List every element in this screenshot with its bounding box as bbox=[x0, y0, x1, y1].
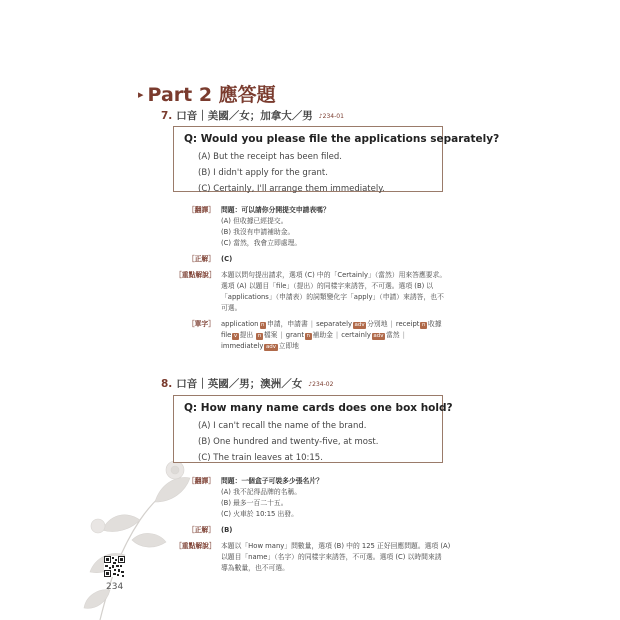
part-of-speech-tag: n bbox=[257, 332, 262, 339]
vocab-word: application bbox=[221, 320, 259, 328]
explanation-line: 選項 (A) 以題目「file」（提出）的同樣字來誘答，不可選。選項 (B) 以 bbox=[221, 282, 434, 290]
triangle-marker-icon: ▸ bbox=[138, 88, 144, 101]
audio-track: ♪234-01 bbox=[318, 113, 344, 120]
translation-line: (A) 但收據已經提交。 bbox=[221, 217, 288, 225]
option-b: (B) I didn't apply for the grant. bbox=[198, 168, 328, 178]
vocab-word: receipt bbox=[395, 320, 420, 328]
vocab-line bbox=[221, 341, 491, 352]
answer-row bbox=[175, 254, 491, 265]
answer-label: ［正解］ bbox=[187, 526, 215, 534]
vocab-meaning: 收據 bbox=[427, 320, 442, 328]
question-text: Q: How many name cards does one box hold? bbox=[184, 402, 453, 414]
answer-label: ［正解］ bbox=[187, 255, 215, 263]
translation-label: ［翻譯］ bbox=[187, 477, 215, 485]
part-of-speech-tag: adv bbox=[373, 332, 384, 339]
part-of-speech-tag: n bbox=[306, 332, 311, 339]
key-explanation-row bbox=[175, 270, 491, 314]
part-of-speech-tag: adv bbox=[265, 343, 277, 350]
vocabulary-label: ［單字］ bbox=[187, 320, 215, 328]
key-explanation-row bbox=[175, 541, 491, 574]
option-c: (C) The train leaves at 10:15. bbox=[198, 453, 323, 463]
answer-value: (B) bbox=[221, 526, 233, 534]
audio-track: ♪234-02 bbox=[308, 381, 334, 388]
vocab-meaning: 補助金 bbox=[312, 331, 333, 339]
question-8-header bbox=[161, 376, 333, 391]
qr-code-icon bbox=[104, 556, 125, 577]
option-a: (A) But the receipt has been filed. bbox=[198, 152, 342, 162]
section-title-text: Part 2 應答題 bbox=[147, 84, 276, 106]
accent-info: 口音｜英國／男；澳洲／女 bbox=[176, 378, 303, 390]
explanation-line: 本題以「How many」問數量，選項 (B) 中的 125 正好回應問題。選項 (A) bbox=[221, 542, 451, 550]
explanation-line: 以題目「name」（名字）的同樣字來誘答，不可選。選項 (C) 以時間來誘 bbox=[221, 553, 442, 561]
part-of-speech-tag: n bbox=[261, 321, 265, 328]
option-b: (B) One hundred and twenty-five, at most. bbox=[198, 437, 379, 447]
translation-line: (C) 火車於 10:15 出發。 bbox=[221, 510, 298, 518]
vocab-word: file bbox=[221, 331, 232, 339]
part-of-speech-tag: v bbox=[233, 332, 238, 339]
section-title bbox=[138, 80, 276, 107]
key-explanation-label: ［重點解說］ bbox=[175, 542, 216, 550]
vocab-meaning: 當然 bbox=[386, 331, 400, 339]
translation-label: ［翻譯］ bbox=[187, 206, 215, 214]
explanation-line: 「applications」（申請表）的詞類變化字「apply」（申請）來誘答，也不 bbox=[221, 293, 444, 301]
translation-line: (A) 我不記得品牌的名稱。 bbox=[221, 488, 302, 496]
answer-value: (C) bbox=[221, 255, 233, 263]
option-c: (C) Certainly, I'll arrange them immediately. bbox=[198, 184, 385, 194]
translation-row bbox=[175, 476, 491, 520]
translation-row bbox=[175, 205, 491, 249]
translation-line: 問題：一個盒子可裝多少張名片？ bbox=[221, 477, 323, 485]
vocab-word: immediately bbox=[221, 342, 264, 350]
translation-line: (C) 當然，我會立即處理。 bbox=[221, 239, 302, 247]
explanation-line: 可選。 bbox=[221, 304, 242, 312]
key-explanation-label: ［重點解說］ bbox=[175, 271, 216, 279]
question-8-explanation bbox=[175, 476, 491, 579]
translation-line: (B) 我沒有申請補助金。 bbox=[221, 228, 295, 236]
question-number: 8. bbox=[161, 378, 173, 390]
part-of-speech-tag: n bbox=[421, 321, 426, 328]
page-number: 234 bbox=[106, 582, 124, 592]
vocab-meaning: 提出 bbox=[239, 331, 254, 339]
translation-line: 問題：可以請你分開提交申請表嗎？ bbox=[221, 206, 330, 214]
vocab-line: file v 提出 n 檔案 | grant n 補助金 | certainly adv 當然 | bbox=[221, 331, 405, 339]
vocab-word: separately bbox=[316, 320, 352, 328]
question-7-explanation bbox=[175, 205, 491, 357]
accent-info: 口音｜美國／女；加拿大／男 bbox=[176, 110, 313, 122]
explanation-line: 導為數量，也不可選。 bbox=[221, 564, 289, 572]
vocab-word: certainly bbox=[341, 331, 371, 339]
vocab-word: grant bbox=[285, 331, 305, 339]
part-of-speech-tag: adv bbox=[354, 321, 365, 328]
vocab-meaning: 分別地 bbox=[367, 320, 388, 328]
vocabulary-row bbox=[175, 319, 491, 352]
answer-row bbox=[175, 525, 491, 536]
vocab-line: application n 申請，申請書 | separately adv 分別地 | receipt n 收據 bbox=[221, 320, 442, 328]
translation-line: (B) 最多一百二十五。 bbox=[221, 499, 288, 507]
question-number: 7. bbox=[161, 110, 173, 122]
question-text: Q: Would you please file the applications separately? bbox=[184, 133, 500, 145]
question-7-box bbox=[173, 126, 500, 194]
vocab-meaning: 申請，申請書 bbox=[267, 320, 308, 328]
question-7-header bbox=[161, 108, 344, 123]
vocab-meaning: 檔案 bbox=[263, 331, 278, 339]
audio-track-number: 234-01 bbox=[322, 113, 344, 120]
explanation-line: 本題以問句提出請求，選項 (C) 中的「Certainly」（當然）用來答應要求。 bbox=[221, 271, 447, 279]
option-a: (A) I can't recall the name of the brand. bbox=[198, 421, 367, 431]
audio-track-number: 234-02 bbox=[312, 381, 334, 388]
vocab-meaning: 立即地 bbox=[278, 342, 299, 350]
question-8-box bbox=[173, 395, 453, 463]
